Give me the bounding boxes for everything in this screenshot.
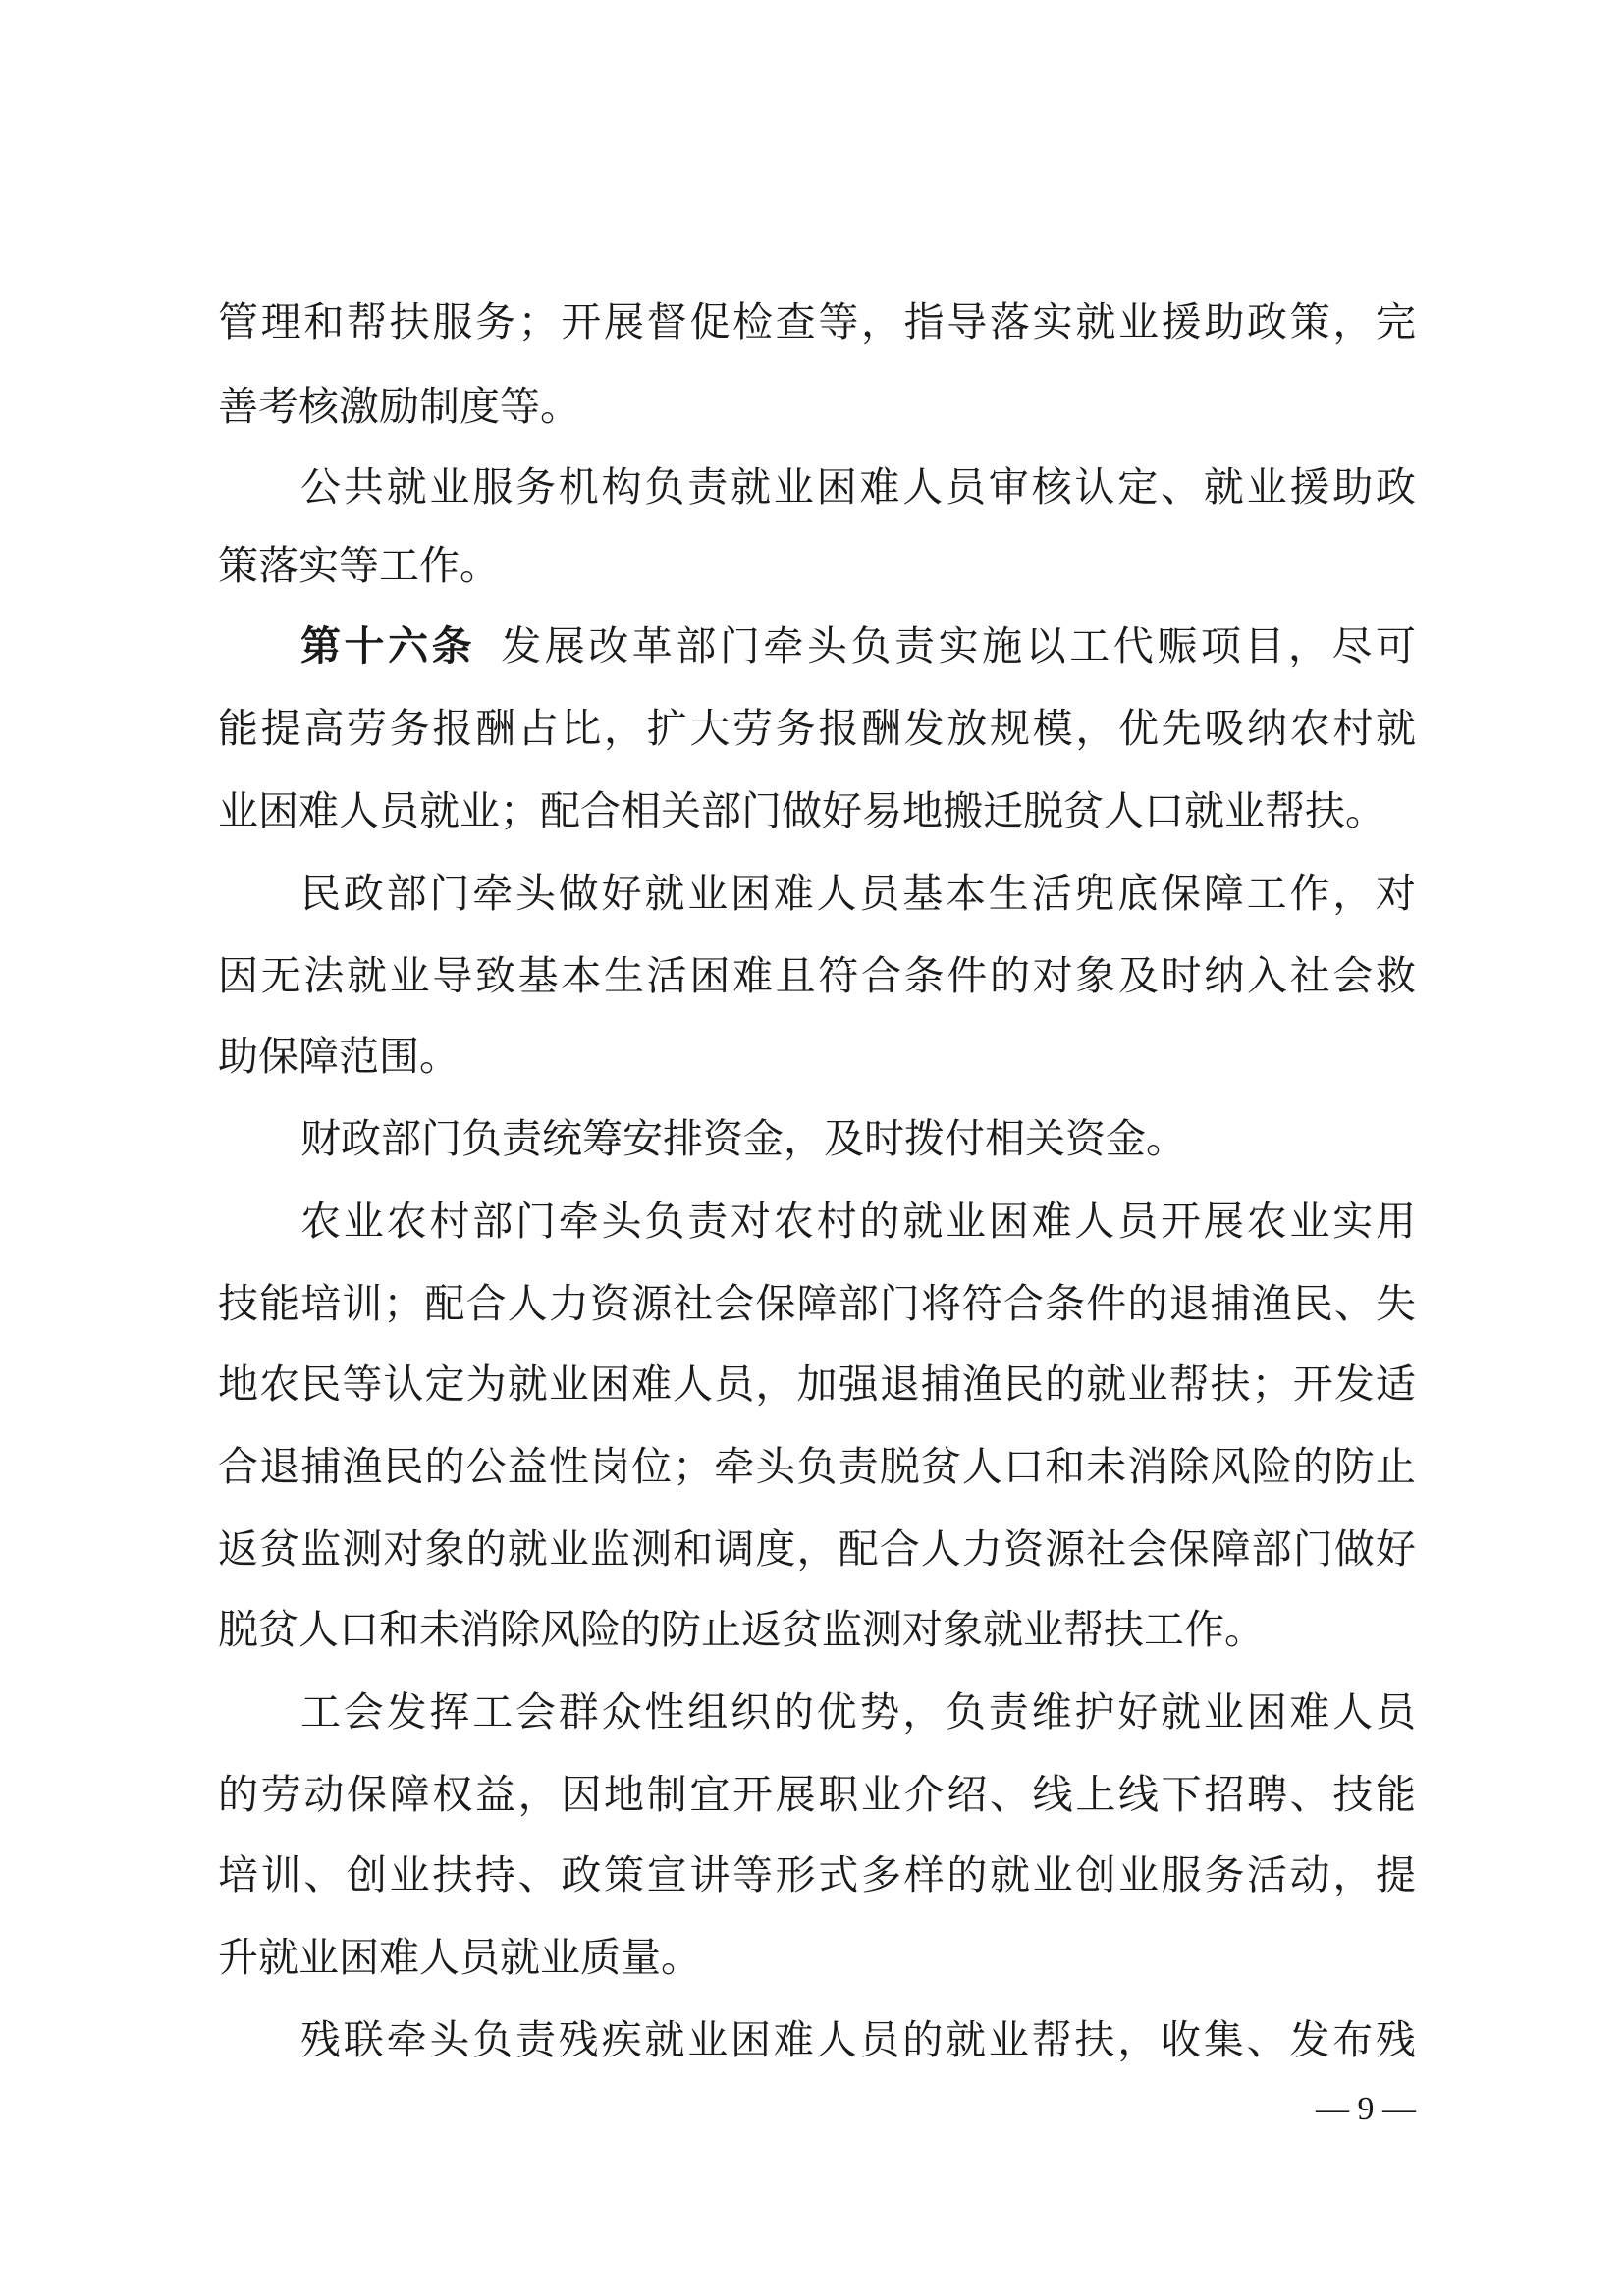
body-line: 的劳动保障权益，因地制宜开展职业介绍、线上线下招聘、技能 [218, 1771, 1416, 1818]
body-line: 返贫监测对象的就业监测和调度，配合人力资源社会保障部门做好 [218, 1525, 1416, 1573]
body-line: 脱贫人口和未消除风险的防止返贫监测对象就业帮扶工作。 [218, 1606, 1265, 1653]
body-line: 助保障范围。 [218, 1033, 460, 1080]
page-number: — 9 — [1316, 2091, 1416, 2127]
body-line: 残联牵头负责残疾就业困难人员的就业帮扶，收集、发布残 [300, 2016, 1416, 2063]
article-text: 发展改革部门牵头负责实施以工代赈项目，尽可 [501, 622, 1417, 669]
body-line: 公共就业服务机构负责就业困难人员审核认定、就业援助政 [300, 463, 1416, 510]
body-line: 工会发挥工会群众性组织的优势，负责维护好就业困难人员 [300, 1688, 1416, 1735]
body-line: 升就业困难人员就业质量。 [218, 1934, 701, 1981]
body-line: 管理和帮扶服务；开展督促检查等，指导落实就业援助政策，完 [218, 298, 1416, 346]
article-heading-line [300, 616, 1416, 675]
body-line: 因无法就业导致基本生活困难且符合条件的对象及时纳入社会救 [218, 952, 1416, 999]
body-line: 合退捕渔民的公益性岗位；牵头负责脱贫人口和未消除风险的防止 [218, 1443, 1416, 1490]
body-line: 财政部门负责统筹安排资金，及时拨付相关资金。 [300, 1115, 1186, 1162]
body-line: 民政部门牵头做好就业困难人员基本生活兜底保障工作，对 [300, 870, 1416, 917]
body-line: 培训、创业扶持、政策宣讲等形式多样的就业创业服务活动，提 [218, 1851, 1416, 1898]
body-line: 农业农村部门牵头负责对农村的就业困难人员开展农业实用 [300, 1198, 1416, 1245]
body-line: 业困难人员就业；配合相关部门做好易地搬迁脱贫人口就业帮扶。 [218, 787, 1385, 834]
body-line: 技能培训；配合人力资源社会保障部门将符合条件的退捕渔民、失 [218, 1280, 1416, 1327]
body-line: 地农民等认定为就业困难人员，加强退捕渔民的就业帮扶；开发适 [218, 1361, 1416, 1408]
article-number: 第十六条 [300, 622, 476, 669]
body-line: 策落实等工作。 [218, 542, 500, 589]
body-line: 善考核激励制度等。 [218, 383, 580, 430]
body-line: 能提高劳务报酬占比，扩大劳务报酬发放规模，优先吸纳农村就 [218, 705, 1416, 752]
